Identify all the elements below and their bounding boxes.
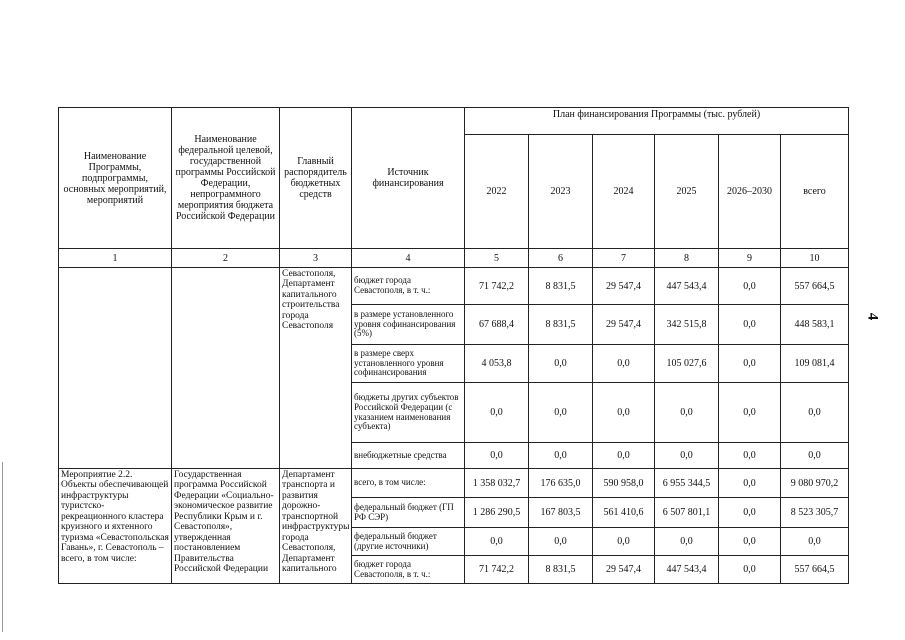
column-index: 5 — [465, 249, 529, 268]
column-index: 7 — [593, 249, 655, 268]
value-cell: 6 955 344,5 — [655, 469, 719, 498]
value-cell: 176 635,0 — [529, 469, 593, 498]
value-cell: 1 286 290,5 — [465, 498, 529, 528]
event-cell: Мероприятие 2.2. Объекты обеспечивающей инфраструктуры туристско-рекреационного кластера круизного и яхтенного туризма «Севастопольская Гавань», г. Севастополь – всего, в том числе: — [59, 469, 172, 584]
header-source: Источник финансирования — [352, 108, 465, 249]
value-cell: 447 543,4 — [655, 268, 719, 305]
header-year: 2024 — [593, 135, 655, 249]
value-cell: 0,0 — [465, 528, 529, 556]
value-cell: 0,0 — [529, 528, 593, 556]
value-cell: 71 742,2 — [465, 268, 529, 305]
value-cell: 0,0 — [719, 443, 781, 469]
column-index: 1 — [59, 249, 172, 268]
header-year: 2026–2030 — [719, 135, 781, 249]
header-federal-program: Наименование федеральной целевой, государственной программы Российской Федерации, непрограммного мероприятия бюджета Российской Федерации — [172, 108, 280, 249]
value-cell: 0,0 — [529, 345, 593, 383]
value-cell: 0,0 — [719, 498, 781, 528]
value-cell: 0,0 — [529, 443, 593, 469]
table-row — [59, 469, 849, 498]
value-cell: 561 410,6 — [593, 498, 655, 528]
value-cell: 0,0 — [719, 556, 781, 584]
value-cell: 0,0 — [465, 383, 529, 443]
column-index: 4 — [352, 249, 465, 268]
header-year: 2025 — [655, 135, 719, 249]
value-cell: 29 547,4 — [593, 556, 655, 584]
value-cell: 0,0 — [719, 469, 781, 498]
value-cell: 8 831,5 — [529, 268, 593, 305]
event-cell-empty — [59, 268, 172, 469]
source-cell: федеральный бюджет (другие источники) — [352, 528, 465, 556]
column-index: 8 — [655, 249, 719, 268]
source-cell: бюджет города Севастополя, в т. ч.: — [352, 556, 465, 584]
source-cell: внебюджетные средства — [352, 443, 465, 469]
value-cell: 71 742,2 — [465, 556, 529, 584]
value-cell: 0,0 — [593, 528, 655, 556]
value-cell: 557 664,5 — [781, 556, 849, 584]
value-cell: 167 803,5 — [529, 498, 593, 528]
value-cell: 0,0 — [655, 443, 719, 469]
source-cell: в размере установленного уровня софинансирования (5%) — [352, 305, 465, 345]
header-program-name: Наименование Программы, подпрограммы, основных мероприятий, мероприятий — [59, 108, 172, 249]
value-cell: 29 547,4 — [593, 305, 655, 345]
value-cell: 1 358 032,7 — [465, 469, 529, 498]
header-distributor: Главный распорядитель бюджетных средств — [280, 108, 352, 249]
source-cell: федеральный бюджет (ГП РФ СЭР) — [352, 498, 465, 528]
value-cell: 6 507 801,1 — [655, 498, 719, 528]
distributor-cell: Севастополя, Департамент капитального строительства города Севастополя — [280, 268, 352, 469]
value-cell: 448 583,1 — [781, 305, 849, 345]
value-cell: 0,0 — [655, 383, 719, 443]
value-cell: 0,0 — [719, 268, 781, 305]
value-cell: 0,0 — [465, 443, 529, 469]
value-cell: 0,0 — [719, 528, 781, 556]
table-row — [59, 268, 849, 305]
distributor-cell: Департамент транспорта и развития дорожно-транспортной инфраструктуры города Севастополя, Департамент капитального — [280, 469, 352, 584]
column-index: 9 — [719, 249, 781, 268]
header-financing-plan: План финансирования Программы (тыс. рублей) — [465, 108, 849, 135]
value-cell: 67 688,4 — [465, 305, 529, 345]
page-number: 4 — [864, 312, 881, 321]
value-cell: 0,0 — [593, 383, 655, 443]
value-cell: 557 664,5 — [781, 268, 849, 305]
column-index: 3 — [280, 249, 352, 268]
value-cell: 8 523 305,7 — [781, 498, 849, 528]
header-year: 2022 — [465, 135, 529, 249]
source-cell: бюджет города Севастополя, в т. ч.: — [352, 268, 465, 305]
value-cell: 0,0 — [781, 528, 849, 556]
program-cell: Государственная программа Российской Федерации «Социально-экономическое развитие Республики Крым и г. Севастополя», утвержденная постановлением Правительства Российской Федерации — [172, 469, 280, 584]
program-cell-empty — [172, 268, 280, 469]
header-year: 2023 — [529, 135, 593, 249]
value-cell: 0,0 — [719, 345, 781, 383]
value-cell: 342 515,8 — [655, 305, 719, 345]
source-cell: всего, в том числе: — [352, 469, 465, 498]
header-total: всего — [781, 135, 849, 249]
value-cell: 0,0 — [593, 345, 655, 383]
value-cell: 8 831,5 — [529, 305, 593, 345]
value-cell: 0,0 — [781, 383, 849, 443]
value-cell: 0,0 — [719, 305, 781, 345]
column-index: 10 — [781, 249, 849, 268]
value-cell: 447 543,4 — [655, 556, 719, 584]
value-cell: 0,0 — [529, 383, 593, 443]
value-cell: 0,0 — [655, 528, 719, 556]
value-cell: 0,0 — [593, 443, 655, 469]
source-cell: бюджеты других субъектов Российской Федерации (с указанием наименования субъекта) — [352, 383, 465, 443]
column-index: 6 — [529, 249, 593, 268]
value-cell: 0,0 — [719, 383, 781, 443]
value-cell: 4 053,8 — [465, 345, 529, 383]
value-cell: 0,0 — [781, 443, 849, 469]
value-cell: 590 958,0 — [593, 469, 655, 498]
value-cell: 9 080 970,2 — [781, 469, 849, 498]
value-cell: 29 547,4 — [593, 268, 655, 305]
page-edge-line — [2, 462, 3, 632]
value-cell: 105 027,6 — [655, 345, 719, 383]
column-index: 2 — [172, 249, 280, 268]
source-cell: в размере сверх установленного уровня софинансирования — [352, 345, 465, 383]
value-cell: 109 081,4 — [781, 345, 849, 383]
value-cell: 8 831,5 — [529, 556, 593, 584]
financing-table — [58, 107, 849, 584]
